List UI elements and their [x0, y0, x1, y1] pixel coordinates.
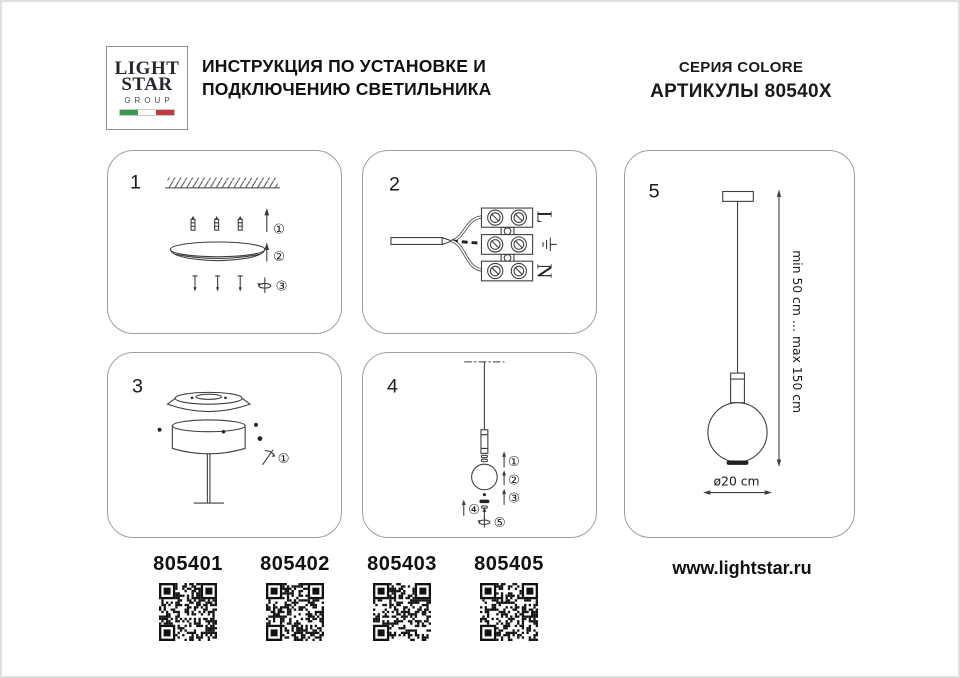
fixture-body — [172, 420, 245, 454]
screwdriver-icon — [258, 447, 278, 468]
article-number: 805403 — [367, 553, 437, 575]
glass-sphere — [472, 464, 498, 490]
up-arrow-icon — [502, 470, 506, 485]
qr-code — [266, 583, 324, 641]
website-url: www.lightstar.ru — [672, 558, 812, 578]
up-arrow-icon — [502, 451, 506, 467]
small-parts — [479, 493, 489, 517]
canopy-assembly-diagram — [108, 353, 340, 536]
series-name: СЕРИЯ COLORE — [678, 59, 804, 76]
step-1-badge: ① — [277, 452, 290, 468]
step-4-badge: ④ — [468, 503, 481, 519]
up-arrow-icon — [264, 208, 269, 232]
step-1-badge: ① — [508, 454, 520, 470]
screw-icons — [193, 276, 243, 292]
step-panel-3 — [107, 352, 342, 538]
article-item — [356, 553, 448, 641]
step-2-badge: ② — [508, 473, 520, 489]
ground-symbol — [543, 238, 556, 251]
logo-word-light: LIGHT — [114, 57, 180, 79]
panel-number: 4 — [387, 375, 398, 398]
height-dimension-label: min 50 cm … max 150 cm — [789, 250, 804, 414]
panel-number: 3 — [132, 375, 143, 398]
canopy-disc — [170, 242, 264, 261]
up-arrow-icon — [462, 500, 466, 516]
step-1-badge: ① — [273, 222, 286, 238]
lamp-socket — [731, 373, 745, 403]
step-3-badge: ③ — [508, 491, 520, 507]
step-5-badge: ⑤ — [493, 515, 506, 531]
height-dimension-arrow — [777, 190, 781, 467]
series-block — [622, 59, 860, 103]
step-2-badge: ② — [273, 250, 286, 266]
ceiling-canopy — [723, 192, 754, 202]
panel-number: 1 — [130, 171, 141, 194]
series-articles: АРТИКУЛЫ 80540X — [650, 81, 832, 102]
ceiling-hatch — [165, 178, 279, 188]
page-title — [202, 55, 492, 101]
up-arrow-icon — [502, 489, 506, 505]
italian-flag-icon — [119, 109, 175, 116]
panel-number: 5 — [648, 180, 660, 203]
article-item — [463, 553, 555, 641]
qr-code — [373, 583, 431, 641]
lightstar-logo — [106, 46, 188, 130]
glass-sphere — [708, 403, 767, 462]
logo-word-star: STAR — [121, 73, 173, 95]
terminal-block — [481, 208, 532, 281]
step-3-badge: ③ — [275, 279, 288, 295]
supply-cable — [391, 217, 483, 270]
step-panel-1 — [107, 150, 342, 334]
article-item — [249, 553, 341, 641]
article-item — [142, 553, 234, 641]
logo-word-group: GROUP — [124, 95, 174, 105]
panel-number: 2 — [388, 173, 400, 196]
anchor-icons — [191, 216, 242, 230]
article-number: 805405 — [474, 553, 544, 575]
article-number: 805402 — [260, 553, 330, 575]
title-line-1: ИНСТРУКЦИЯ ПО УСТАНОВКЕ И — [202, 56, 486, 76]
dimensions-panel — [624, 150, 855, 538]
article-number: 805401 — [153, 553, 223, 575]
support-rod — [194, 454, 224, 503]
pendant-assembly-diagram — [363, 353, 595, 536]
ceiling-mount-diagram — [108, 151, 340, 332]
step-panel-2 — [362, 150, 597, 334]
dome-cover — [167, 392, 250, 411]
sphere-base — [727, 460, 749, 464]
dimensions-diagram — [625, 151, 853, 536]
qr-code — [159, 583, 217, 641]
qr-code — [480, 583, 538, 641]
up-arrow-icon — [264, 242, 269, 261]
title-line-2: ПОДКЛЮЧЕНИЮ СВЕТИЛЬНИКА — [202, 79, 492, 99]
step-panel-4 — [362, 352, 597, 538]
neutral-terminal-label: N — [532, 263, 555, 279]
line-terminal-label: L — [532, 210, 555, 224]
diameter-dimension-arrow — [703, 490, 772, 494]
wiring-diagram — [363, 151, 595, 332]
screw-rotate-icon — [257, 278, 270, 293]
diameter-dimension-label: ø20 cm — [713, 474, 760, 489]
cord-connector — [481, 430, 488, 462]
